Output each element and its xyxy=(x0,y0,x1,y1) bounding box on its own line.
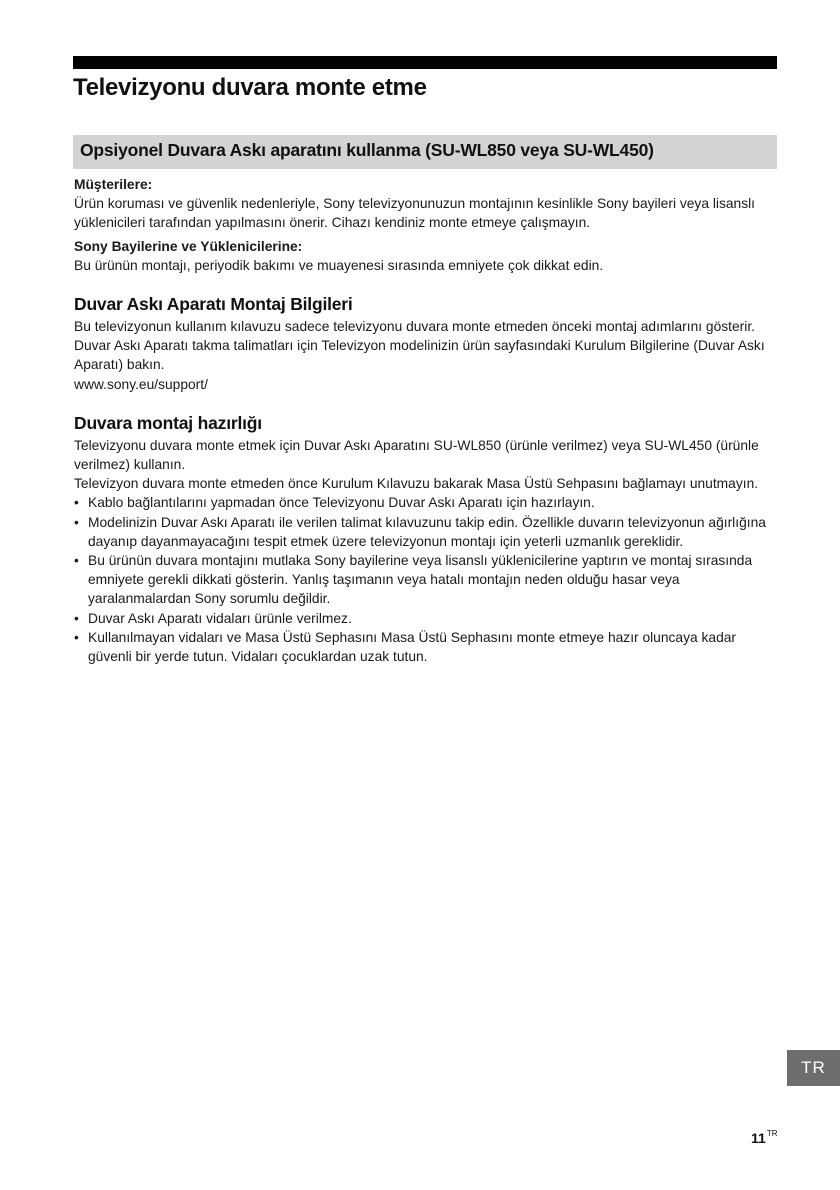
top-rule xyxy=(73,56,777,69)
page-number-suffix: TR xyxy=(766,1129,778,1138)
bracket-info-heading: Duvar Askı Aparatı Montaj Bilgileri xyxy=(74,294,353,315)
preparation-paragraph-2: Televizyon duvara monte etmeden önce Kurulum Kılavuzu bakarak Masa Üstü Sehpasını bağlamayı unutmayın. xyxy=(74,476,759,492)
list-item: • Kullanılmayan vidaları ve Masa Üstü Sephasını Masa Üstü Sephasını monte etmeye hazır oluncaya kadar güvenli bir yerde tutun. Vidaları çocuklardan uzak tutun. xyxy=(74,628,776,666)
customers-text: Ürün koruması ve güvenlik nedenleriyle, Sony televizyonunuzun montajının kesinlikle Sony bayileri veya lisanslı yüklenicileri tarafından yapılmasını önerir. Cihazı kendiniz monte etmeye çalışmayın. xyxy=(74,196,755,231)
preparation-heading: Duvara montaj hazırlığı xyxy=(74,412,262,433)
page-number-value: 11 xyxy=(751,1130,766,1146)
section-header: Opsiyonel Duvara Askı aparatını kullanma (SU-WL850 veya SU-WL450) xyxy=(73,135,777,169)
page-number xyxy=(751,1130,777,1146)
bracket-info-paragraph-1: Bu televizyonun kullanım kılavuzu sadece televizyonu duvara monte etmeden önceki montaj adımlarını gösterir. xyxy=(74,319,756,335)
list-item: • Bu ürünün duvara montajını mutlaka Sony bayilerine veya lisanslı yüklenicilerine yaptırın ve montaj sırasında emniyete gerekli dikkati gösterin. Yanlış taşımanın veya hatalı montajın neden olduğu hasar veya yaralanmalardan Sony sorumlu değildir. xyxy=(74,551,776,609)
main-content xyxy=(74,175,776,666)
preparation-bullet-list xyxy=(74,493,776,666)
page-title: Televizyonu duvara monte etme xyxy=(73,74,427,101)
bracket-info-paragraph-2: Duvar Askı Aparatı takma talimatları için Televizyon modelinizin ürün sayfasındaki Kurulum Bilgilerine (Duvar Askı Aparatı) bakın. xyxy=(74,338,765,373)
preparation-paragraph-1: Televizyonu duvara monte etmek için Duvar Askı Aparatını SU-WL850 (ürünle verilmez) veya SU-WL450 (ürünle verilmez) kullanın. xyxy=(74,437,759,473)
dealers-text: Bu ürünün montajı, periyodik bakımı ve muayenesi sırasında emniyete çok dikkat edin. xyxy=(74,257,604,273)
customers-label: Müşterilere: xyxy=(74,177,153,192)
list-item: • Kablo bağlantılarını yapmadan önce Televizyonu Duvar Askı Aparatı için hazırlayın. xyxy=(74,493,776,512)
list-item: • Modelinizin Duvar Askı Aparatı ile verilen talimat kılavuzunu takip edin. Özellikle duvarın televizyonun ağırlığına dayanıp dayanmayacağını tespit etmek üzere televizyonun montajı için yeterli uzmanlık gereklidir. xyxy=(74,513,776,551)
list-item: • Duvar Askı Aparatı vidaları ürünle verilmez. xyxy=(74,609,776,628)
support-link[interactable]: www.sony.eu/support/ xyxy=(74,376,208,392)
dealers-label: Sony Bayilerine ve Yüklenicilerine: xyxy=(74,238,303,254)
language-tab: TR xyxy=(787,1050,840,1086)
